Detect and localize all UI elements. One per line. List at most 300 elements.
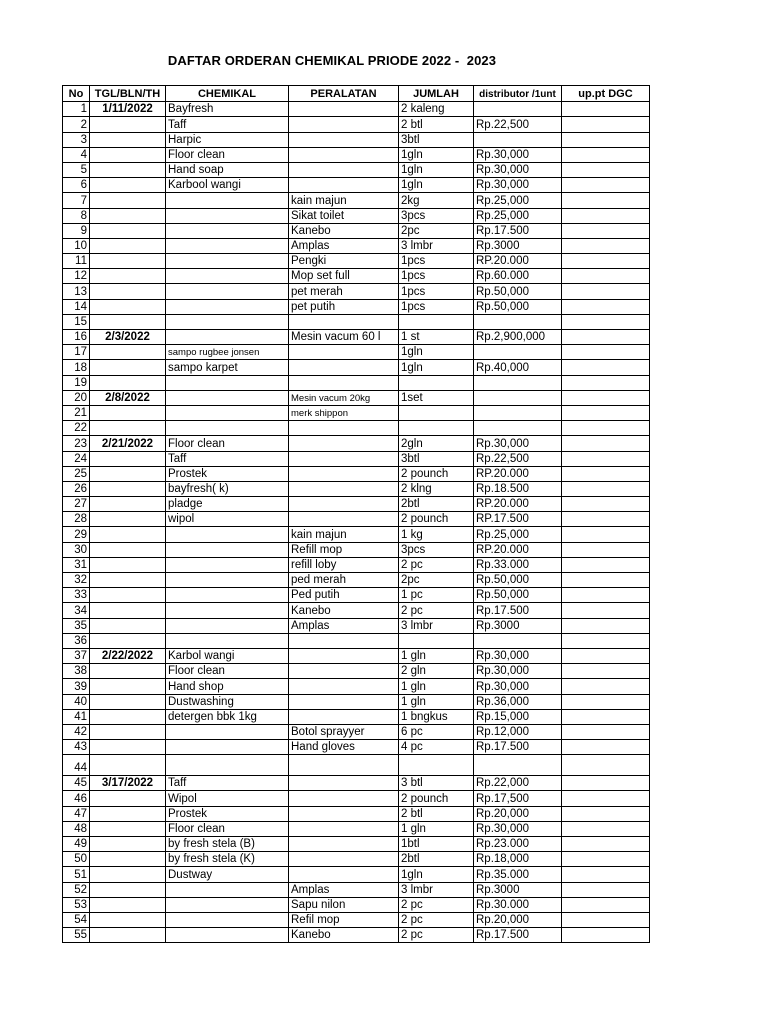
table-row (63, 928, 650, 943)
cell-up-pt-dgc (562, 360, 650, 375)
table-row (63, 867, 650, 882)
cell-up-pt-dgc (562, 299, 650, 314)
cell-quantity: 1btl (399, 837, 474, 852)
cell-up-pt-dgc (562, 740, 650, 755)
cell-distributor-price: Rp.17.500 (474, 928, 562, 943)
cell-chemical: Dustwashing (166, 694, 289, 709)
cell-equipment: Kanebo (289, 223, 399, 238)
cell-chemical (166, 193, 289, 208)
cell-no: 7 (63, 193, 90, 208)
cell-distributor-price (474, 755, 562, 776)
cell-date (90, 633, 166, 648)
cell-chemical (166, 603, 289, 618)
cell-equipment: Mesin vacum 60 l (289, 330, 399, 345)
cell-distributor-price: Rp.30,000 (474, 664, 562, 679)
cell-up-pt-dgc (562, 867, 650, 882)
table-body (63, 102, 650, 943)
cell-date: 2/3/2022 (90, 330, 166, 345)
cell-distributor-price: Rp.17.500 (474, 740, 562, 755)
cell-chemical (166, 573, 289, 588)
cell-up-pt-dgc (562, 806, 650, 821)
cell-no: 38 (63, 664, 90, 679)
cell-up-pt-dgc (562, 375, 650, 390)
cell-up-pt-dgc (562, 223, 650, 238)
table-row (63, 755, 650, 776)
cell-chemical: Taff (166, 776, 289, 791)
cell-date (90, 269, 166, 284)
header-chemical: CHEMIKAL (166, 86, 289, 102)
cell-no: 13 (63, 284, 90, 299)
cell-equipment: Refill mop (289, 542, 399, 557)
header-equipment: PERALATAN (289, 86, 399, 102)
cell-distributor-price (474, 633, 562, 648)
cell-distributor-price: RP.20.000 (474, 466, 562, 481)
cell-equipment (289, 497, 399, 512)
cell-date (90, 254, 166, 269)
cell-quantity (399, 314, 474, 329)
cell-no: 41 (63, 709, 90, 724)
cell-date (90, 928, 166, 943)
cell-distributor-price: Rp.30,000 (474, 679, 562, 694)
cell-date (90, 740, 166, 755)
cell-distributor-price: Rp.50,000 (474, 299, 562, 314)
cell-quantity: 2 pc (399, 603, 474, 618)
cell-date (90, 542, 166, 557)
cell-quantity: 2btl (399, 497, 474, 512)
cell-equipment (289, 162, 399, 177)
cell-up-pt-dgc (562, 132, 650, 147)
cell-quantity: 2 pounch (399, 466, 474, 481)
cell-date (90, 867, 166, 882)
cell-up-pt-dgc (562, 466, 650, 481)
header-up-pt-dgc: up.pt DGC (562, 86, 650, 102)
cell-no: 1 (63, 102, 90, 117)
cell-equipment (289, 421, 399, 436)
cell-up-pt-dgc (562, 254, 650, 269)
cell-chemical (166, 254, 289, 269)
cell-up-pt-dgc (562, 694, 650, 709)
cell-up-pt-dgc (562, 512, 650, 527)
cell-equipment (289, 147, 399, 162)
cell-quantity: 1 bngkus (399, 709, 474, 724)
cell-no: 55 (63, 928, 90, 943)
cell-quantity: 6 pc (399, 724, 474, 739)
cell-equipment: Ped putih (289, 588, 399, 603)
table-row (63, 117, 650, 132)
cell-equipment (289, 791, 399, 806)
cell-date (90, 451, 166, 466)
cell-distributor-price: Rp.20,000 (474, 912, 562, 927)
cell-chemical (166, 314, 289, 329)
cell-up-pt-dgc (562, 390, 650, 405)
cell-up-pt-dgc (562, 588, 650, 603)
cell-quantity: 1set (399, 390, 474, 405)
cell-chemical (166, 330, 289, 345)
cell-chemical (166, 724, 289, 739)
cell-chemical: Floor clean (166, 664, 289, 679)
cell-equipment: Hand gloves (289, 740, 399, 755)
header-distributor-price: distributor /1unt (474, 86, 562, 102)
cell-distributor-price: Rp.30,000 (474, 648, 562, 663)
cell-quantity: 1gln (399, 162, 474, 177)
table-row (63, 709, 650, 724)
cell-no: 46 (63, 791, 90, 806)
cell-chemical: Harpic (166, 132, 289, 147)
cell-chemical: sampo karpet (166, 360, 289, 375)
table-row (63, 648, 650, 663)
cell-no: 36 (63, 633, 90, 648)
cell-up-pt-dgc (562, 882, 650, 897)
cell-equipment: Pengki (289, 254, 399, 269)
cell-no: 5 (63, 162, 90, 177)
table-row (63, 679, 650, 694)
cell-quantity: 1 gln (399, 821, 474, 836)
cell-no: 19 (63, 375, 90, 390)
cell-distributor-price: Rp.18.500 (474, 481, 562, 496)
cell-distributor-price: Rp.17.500 (474, 223, 562, 238)
table-row (63, 481, 650, 496)
cell-quantity: 3 lmbr (399, 618, 474, 633)
cell-up-pt-dgc (562, 405, 650, 420)
cell-date (90, 299, 166, 314)
cell-date (90, 345, 166, 360)
cell-distributor-price: Rp.25,000 (474, 208, 562, 223)
cell-no: 11 (63, 254, 90, 269)
cell-quantity: 1 st (399, 330, 474, 345)
cell-up-pt-dgc (562, 852, 650, 867)
cell-date (90, 360, 166, 375)
cell-chemical (166, 882, 289, 897)
cell-quantity (399, 755, 474, 776)
cell-no: 51 (63, 867, 90, 882)
cell-up-pt-dgc (562, 102, 650, 117)
cell-distributor-price: Rp.17.500 (474, 603, 562, 618)
cell-chemical: Wipol (166, 791, 289, 806)
cell-no: 35 (63, 618, 90, 633)
cell-date (90, 162, 166, 177)
cell-date (90, 709, 166, 724)
cell-distributor-price: Rp.15,000 (474, 709, 562, 724)
cell-distributor-price: Rp.60.000 (474, 269, 562, 284)
cell-quantity: 1pcs (399, 254, 474, 269)
cell-no: 42 (63, 724, 90, 739)
cell-distributor-price: Rp.18,000 (474, 852, 562, 867)
cell-no: 16 (63, 330, 90, 345)
table-row (63, 421, 650, 436)
cell-date: 2/8/2022 (90, 390, 166, 405)
cell-chemical (166, 421, 289, 436)
cell-quantity: 2pc (399, 223, 474, 238)
cell-equipment: Botol sprayyer (289, 724, 399, 739)
cell-distributor-price (474, 345, 562, 360)
cell-no: 32 (63, 573, 90, 588)
cell-quantity: 3pcs (399, 208, 474, 223)
cell-distributor-price: Rp.3000 (474, 618, 562, 633)
cell-chemical (166, 390, 289, 405)
cell-equipment: Refil mop (289, 912, 399, 927)
table-row (63, 269, 650, 284)
cell-up-pt-dgc (562, 618, 650, 633)
table-row (63, 466, 650, 481)
cell-up-pt-dgc (562, 314, 650, 329)
cell-chemical: by fresh stela (B) (166, 837, 289, 852)
cell-date (90, 912, 166, 927)
cell-up-pt-dgc (562, 162, 650, 177)
cell-quantity: 3 lmbr (399, 882, 474, 897)
table-row (63, 314, 650, 329)
cell-no: 15 (63, 314, 90, 329)
cell-date (90, 791, 166, 806)
cell-equipment: Mop set full (289, 269, 399, 284)
cell-quantity (399, 405, 474, 420)
cell-quantity: 4 pc (399, 740, 474, 755)
cell-date (90, 557, 166, 572)
cell-quantity: 1gln (399, 867, 474, 882)
cell-distributor-price: Rp.33.000 (474, 557, 562, 572)
cell-no: 25 (63, 466, 90, 481)
table-row (63, 299, 650, 314)
cell-up-pt-dgc (562, 709, 650, 724)
cell-no: 44 (63, 755, 90, 776)
cell-equipment: pet merah (289, 284, 399, 299)
cell-distributor-price: Rp.22,000 (474, 776, 562, 791)
cell-equipment (289, 481, 399, 496)
table-row (63, 162, 650, 177)
cell-date (90, 497, 166, 512)
cell-no: 18 (63, 360, 90, 375)
cell-equipment (289, 867, 399, 882)
cell-equipment: kain majun (289, 527, 399, 542)
table-row (63, 330, 650, 345)
cell-up-pt-dgc (562, 821, 650, 836)
cell-no: 40 (63, 694, 90, 709)
cell-equipment: kain majun (289, 193, 399, 208)
cell-up-pt-dgc (562, 573, 650, 588)
cell-quantity: 3btl (399, 132, 474, 147)
cell-date (90, 603, 166, 618)
cell-up-pt-dgc (562, 481, 650, 496)
cell-up-pt-dgc (562, 193, 650, 208)
cell-quantity: 3pcs (399, 542, 474, 557)
cell-no: 48 (63, 821, 90, 836)
cell-quantity: 2pc (399, 573, 474, 588)
table-row (63, 208, 650, 223)
cell-up-pt-dgc (562, 330, 650, 345)
cell-up-pt-dgc (562, 928, 650, 943)
cell-equipment (289, 512, 399, 527)
cell-equipment (289, 837, 399, 852)
cell-up-pt-dgc (562, 679, 650, 694)
cell-chemical: Karbool wangi (166, 178, 289, 193)
cell-no: 37 (63, 648, 90, 663)
cell-equipment (289, 694, 399, 709)
cell-equipment (289, 117, 399, 132)
cell-distributor-price: Rp.2,900,000 (474, 330, 562, 345)
cell-no: 34 (63, 603, 90, 618)
cell-up-pt-dgc (562, 912, 650, 927)
cell-chemical: pladge (166, 497, 289, 512)
cell-chemical (166, 740, 289, 755)
cell-quantity: 1pcs (399, 284, 474, 299)
cell-equipment: Kanebo (289, 928, 399, 943)
cell-chemical: sampo rugbee jonsen (166, 345, 289, 360)
table-row (63, 618, 650, 633)
cell-chemical (166, 618, 289, 633)
cell-quantity: 1 kg (399, 527, 474, 542)
cell-chemical (166, 588, 289, 603)
cell-equipment: Amplas (289, 882, 399, 897)
cell-quantity (399, 375, 474, 390)
cell-date (90, 405, 166, 420)
cell-chemical (166, 912, 289, 927)
cell-up-pt-dgc (562, 897, 650, 912)
cell-no: 2 (63, 117, 90, 132)
cell-date: 2/22/2022 (90, 648, 166, 663)
cell-equipment (289, 852, 399, 867)
cell-date (90, 679, 166, 694)
cell-equipment (289, 633, 399, 648)
table-row (63, 102, 650, 117)
cell-quantity: 1gln (399, 360, 474, 375)
table-row (63, 664, 650, 679)
table-row (63, 497, 650, 512)
table-row (63, 375, 650, 390)
cell-no: 54 (63, 912, 90, 927)
cell-up-pt-dgc (562, 269, 650, 284)
cell-distributor-price (474, 375, 562, 390)
cell-chemical: Hand soap (166, 162, 289, 177)
cell-date (90, 618, 166, 633)
cell-up-pt-dgc (562, 147, 650, 162)
cell-equipment (289, 102, 399, 117)
cell-chemical (166, 269, 289, 284)
cell-distributor-price (474, 132, 562, 147)
cell-date (90, 755, 166, 776)
cell-quantity: 3btl (399, 451, 474, 466)
cell-distributor-price: Rp.36,000 (474, 694, 562, 709)
cell-no: 12 (63, 269, 90, 284)
cell-equipment: Mesin vacum 20kg (289, 390, 399, 405)
cell-distributor-price (474, 102, 562, 117)
cell-chemical (166, 405, 289, 420)
table-row (63, 284, 650, 299)
cell-distributor-price: Rp.23.000 (474, 837, 562, 852)
cell-date (90, 421, 166, 436)
cell-distributor-price (474, 421, 562, 436)
cell-quantity: 1gln (399, 178, 474, 193)
cell-equipment: ped merah (289, 573, 399, 588)
cell-no: 47 (63, 806, 90, 821)
cell-no: 29 (63, 527, 90, 542)
cell-chemical: by fresh stela (K) (166, 852, 289, 867)
table-row (63, 390, 650, 405)
cell-up-pt-dgc (562, 557, 650, 572)
cell-up-pt-dgc (562, 451, 650, 466)
cell-quantity: 2 klng (399, 481, 474, 496)
cell-chemical (166, 208, 289, 223)
cell-date (90, 512, 166, 527)
cell-up-pt-dgc (562, 603, 650, 618)
cell-up-pt-dgc (562, 208, 650, 223)
header-quantity: JUMLAH (399, 86, 474, 102)
cell-equipment (289, 178, 399, 193)
table-row (63, 542, 650, 557)
cell-date (90, 882, 166, 897)
cell-no: 22 (63, 421, 90, 436)
cell-no: 24 (63, 451, 90, 466)
table-row (63, 633, 650, 648)
table-row (63, 603, 650, 618)
cell-equipment (289, 709, 399, 724)
cell-no: 6 (63, 178, 90, 193)
cell-distributor-price: Rp.40,000 (474, 360, 562, 375)
table-row (63, 254, 650, 269)
cell-distributor-price: Rp.50,000 (474, 284, 562, 299)
cell-equipment: merk shippon (289, 405, 399, 420)
cell-equipment: Sikat toilet (289, 208, 399, 223)
cell-equipment: Amplas (289, 238, 399, 253)
cell-quantity: 3 btl (399, 776, 474, 791)
cell-quantity: 2 pounch (399, 512, 474, 527)
cell-distributor-price: Rp.25,000 (474, 527, 562, 542)
table-row (63, 223, 650, 238)
cell-distributor-price: Rp.50,000 (474, 588, 562, 603)
cell-quantity: 2gln (399, 436, 474, 451)
cell-date (90, 375, 166, 390)
header-date: TGL/BLN/TH (90, 86, 166, 102)
cell-chemical (166, 928, 289, 943)
cell-distributor-price: Rp.25,000 (474, 193, 562, 208)
cell-distributor-price: Rp.30,000 (474, 147, 562, 162)
cell-chemical (166, 557, 289, 572)
cell-chemical: wipol (166, 512, 289, 527)
cell-quantity: 1 gln (399, 648, 474, 663)
table-row (63, 132, 650, 147)
cell-no: 39 (63, 679, 90, 694)
cell-date (90, 897, 166, 912)
cell-no: 30 (63, 542, 90, 557)
cell-up-pt-dgc (562, 345, 650, 360)
cell-chemical: Bayfresh (166, 102, 289, 117)
table-row (63, 694, 650, 709)
table-row (63, 791, 650, 806)
cell-equipment (289, 132, 399, 147)
cell-distributor-price (474, 390, 562, 405)
cell-quantity: 2 gln (399, 664, 474, 679)
table-row (63, 178, 650, 193)
cell-up-pt-dgc (562, 837, 650, 852)
cell-equipment (289, 776, 399, 791)
cell-equipment (289, 375, 399, 390)
table-row (63, 405, 650, 420)
table-row (63, 451, 650, 466)
cell-equipment (289, 821, 399, 836)
cell-up-pt-dgc (562, 776, 650, 791)
cell-equipment: pet putih (289, 299, 399, 314)
cell-equipment: refill loby (289, 557, 399, 572)
cell-distributor-price: Rp.12,000 (474, 724, 562, 739)
cell-date (90, 837, 166, 852)
cell-date (90, 284, 166, 299)
cell-distributor-price: RP.20.000 (474, 254, 562, 269)
cell-no: 9 (63, 223, 90, 238)
cell-chemical: Hand shop (166, 679, 289, 694)
cell-equipment (289, 679, 399, 694)
cell-up-pt-dgc (562, 284, 650, 299)
cell-distributor-price: Rp.30,000 (474, 821, 562, 836)
cell-date (90, 466, 166, 481)
cell-date (90, 117, 166, 132)
